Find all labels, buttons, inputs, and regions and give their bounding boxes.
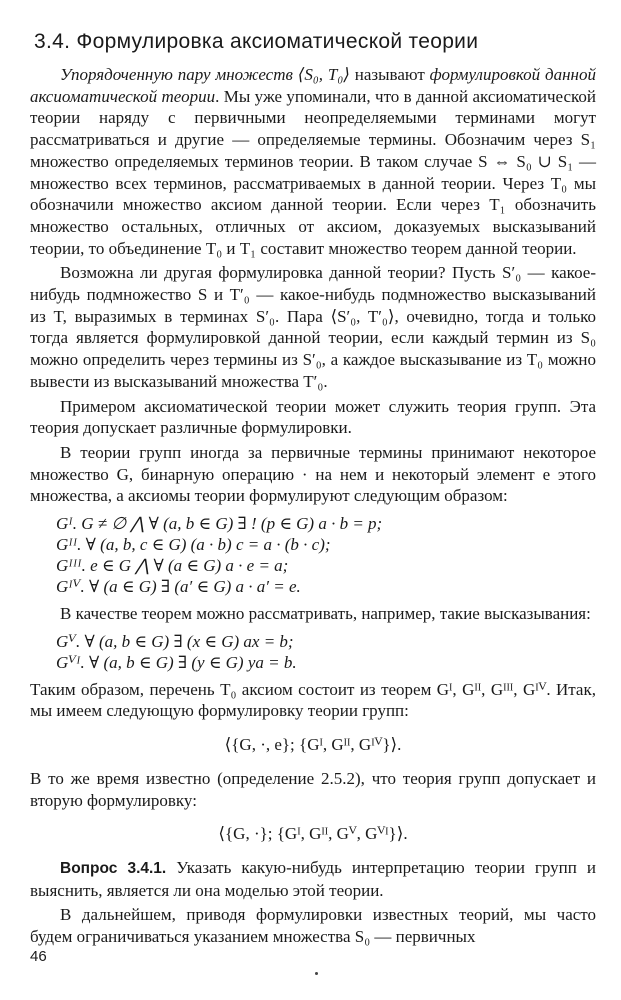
section-heading: 3.4. Формулировка аксиоматической теории: [34, 30, 479, 53]
defined-term: формулировкой данной аксиоматической теории: [30, 65, 596, 106]
axiom-3: Gᴵᴵᴵ. e ∈ G ⋀ ∀ (a ∈ G) a · e = a;: [56, 556, 289, 576]
page-number: 46: [30, 948, 47, 965]
paragraph-final: В дальнейшем, приводя формулировки известных теорий, мы часто будем ограничиваться указанием множества S₀ — первичных: [30, 905, 596, 947]
formulation-2: ⟨{G, ·}; {Gᴵ, Gᴵᴵ, Gⱽ, Gⱽᴵ}⟩.: [218, 824, 408, 844]
axiom-2: Gᴵᴵ. ∀ (a, b, c ∈ G) (a · b) c = a · (b · c);: [56, 535, 331, 555]
question: [30, 857, 596, 901]
theorem-6: Gⱽᴵ. ∀ (a, b ∈ G) ∃ (y ∈ G) ya = b.: [56, 652, 297, 672]
axiom-4: Gᴵⱽ. ∀ (a ∈ G) ∃ (a′ ∈ G) a · a′ = e.: [56, 577, 301, 597]
question-text: Указать какую-нибудь интерпретацию теории групп и выяснить, является ли она моделью этой теории.: [30, 857, 596, 900]
paragraph-example: Примером аксиоматической теории может служить теория групп. Эта теория допускает различные формулировки.: [30, 396, 596, 438]
question-label: Вопрос 3.4.1.: [60, 859, 167, 877]
formulation-1: ⟨{G, ·, e}; {Gᴵ, Gᴵᴵ, Gᴵⱽ}⟩.: [224, 735, 402, 755]
paragraph-group-terms: В теории групп иногда за первичные термины принимают некоторое множество G, бинарную операцию · на нем и некоторый элемент e этого множества, а аксиомы теории формулируют следующим образом:: [30, 442, 596, 506]
theorem-5: Gⱽ. ∀ (a, b ∈ G) ∃ (x ∈ G) ax = b;: [56, 631, 294, 651]
paragraph-theorems-intro: В качестве теорем можно рассматривать, например, такие высказывания:: [60, 604, 591, 624]
paragraph-second-formulation: В то же время известно (определение 2.5.2), что теория групп допускает и вторую формулировку:: [30, 768, 596, 810]
scan-dot: [315, 972, 318, 975]
paragraph-alternative: Возможна ли другая формулировка данной теории? Пусть S′₀ — какое-нибудь подмножество S и T′₀ — какое-нибудь подмножество высказываний из T, выразимых в терминах S′₀. Пара ⟨S′₀, T′₀⟩, очевидно, тогда и только тогда является формулировкой данной теории, если каждый термин из S₀ можно определить через термины из S′₀, а каждое высказывание из T₀ можно вывести из высказываний множества T′₀.: [30, 263, 596, 391]
definition-lead: Упорядоченную пару множеств ⟨S₀, T₀⟩: [60, 65, 350, 84]
paragraph-first-formulation: Таким образом, перечень T₀ аксиом состоит из теорем Gᴵ, Gᴵᴵ, Gᴵᴵᴵ, Gᴵⱽ. Итак, мы имеем следующую формулировку теории групп:: [30, 679, 596, 721]
definition-mid: называют: [349, 65, 430, 84]
definition-rest: . Мы уже упоминали, что в данной аксиоматической теории наряду с первичными неопределяемыми терминами могут рассматриваться и другие — определяемые термины. Обозначим через S₁ множество определяемых терминов теории. В таком случае S ⇔ S₀ ∪ S₁ — множество всех терминов, рассматриваемых в данной теории. Через T₀ мы обозначили множество аксиом данной теории. Если через T₁ обозначить множество остальных, отличных от аксиом, доказуемых высказываний теории, то объединение T₀ и T₁ составит множество теорем данной теории.: [30, 86, 597, 258]
paragraph-definition: [30, 64, 596, 259]
axiom-1: Gᴵ. G ≠ ∅ ⋀ ∀ (a, b ∈ G) ∃ ! (p ∈ G) a · b = p;: [56, 514, 383, 534]
axiom-list: [56, 513, 596, 597]
section-body: [30, 64, 596, 951]
theorem-list: [56, 631, 596, 673]
